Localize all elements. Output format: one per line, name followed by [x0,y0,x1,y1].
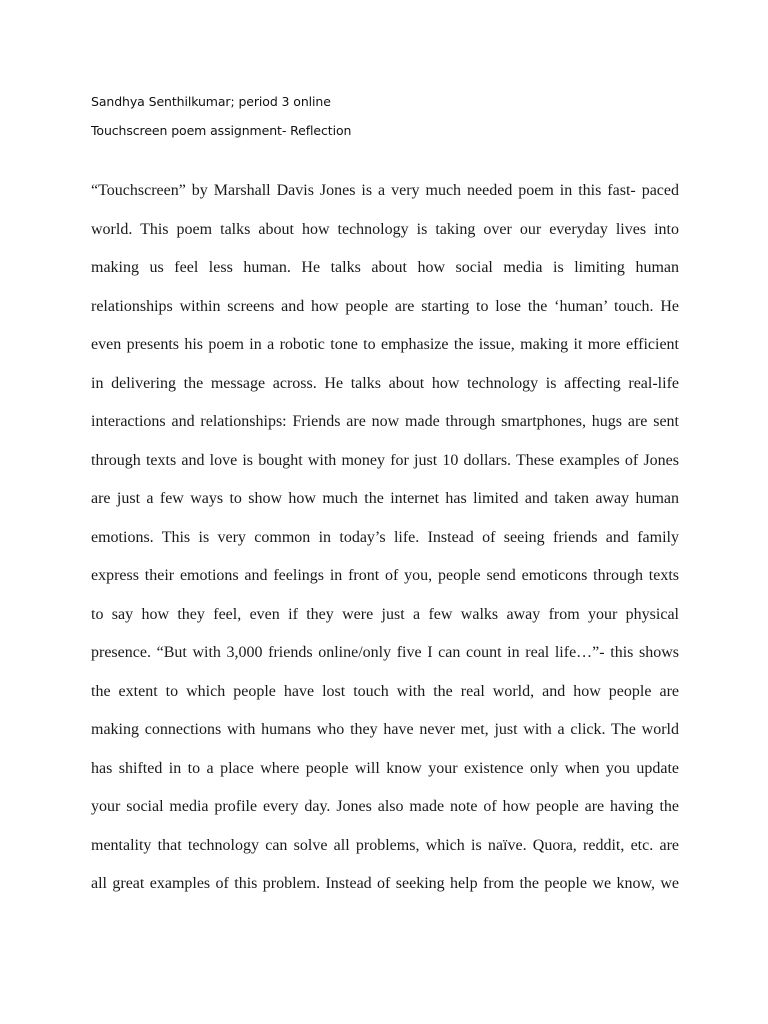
body-line: are just a few ways to show how much the internet has limited and taken away human [91,490,679,507]
body-line: relationships within screens and how people are starting to lose the ‘human’ touch. He [91,297,679,315]
body-line: your social media profile every day. Jones also made note of how people are having the [91,798,679,815]
body-line: world. This poem talks about how technology is taking over our everyday lives into [91,220,679,238]
body-line: has shifted in to a place where people will know your existence only when you update [91,759,679,777]
body-line: emotions. This is very common in today’s life. Instead of seeing friends and family [91,528,679,546]
body-line: making connections with humans who they have never met, just with a click. The world [91,721,679,738]
body-line: in delivering the message across. He talks about how technology is affecting real-life [91,374,679,392]
body-line: presence. “But with 3,000 friends online/only five I can count in real life…”- this shows [91,644,679,661]
body-line: “Touchscreen” by Marshall Davis Jones is a very much needed poem in this fast- paced [91,182,679,199]
assignment-title: Touchscreen poem assignment- Reflection [91,123,352,138]
reflection-body [91,178,679,910]
body-line: to say how they feel, even if they were just a few walks away from your physical [91,605,679,623]
body-line: through texts and love is bought with money for just 10 dollars. These examples of Jones [91,451,679,469]
body-line: all great examples of this problem. Instead of seeking help from the people we know, we [91,875,679,892]
body-line: even presents his poem in a robotic tone to emphasize the issue, making it more efficient [91,336,679,353]
body-line: the extent to which people have lost touch with the real world, and how people are [91,682,679,700]
author-line: Sandhya Senthilkumar; period 3 online [91,94,331,109]
body-line: making us feel less human. He talks about how social media is limiting human [91,259,679,276]
body-line: express their emotions and feelings in front of you, people send emoticons through texts [91,567,679,584]
body-line: interactions and relationships: Friends are now made through smartphones, hugs are sent [91,413,679,430]
body-line: mentality that technology can solve all problems, which is naïve. Quora, reddit, etc. are [91,836,679,854]
